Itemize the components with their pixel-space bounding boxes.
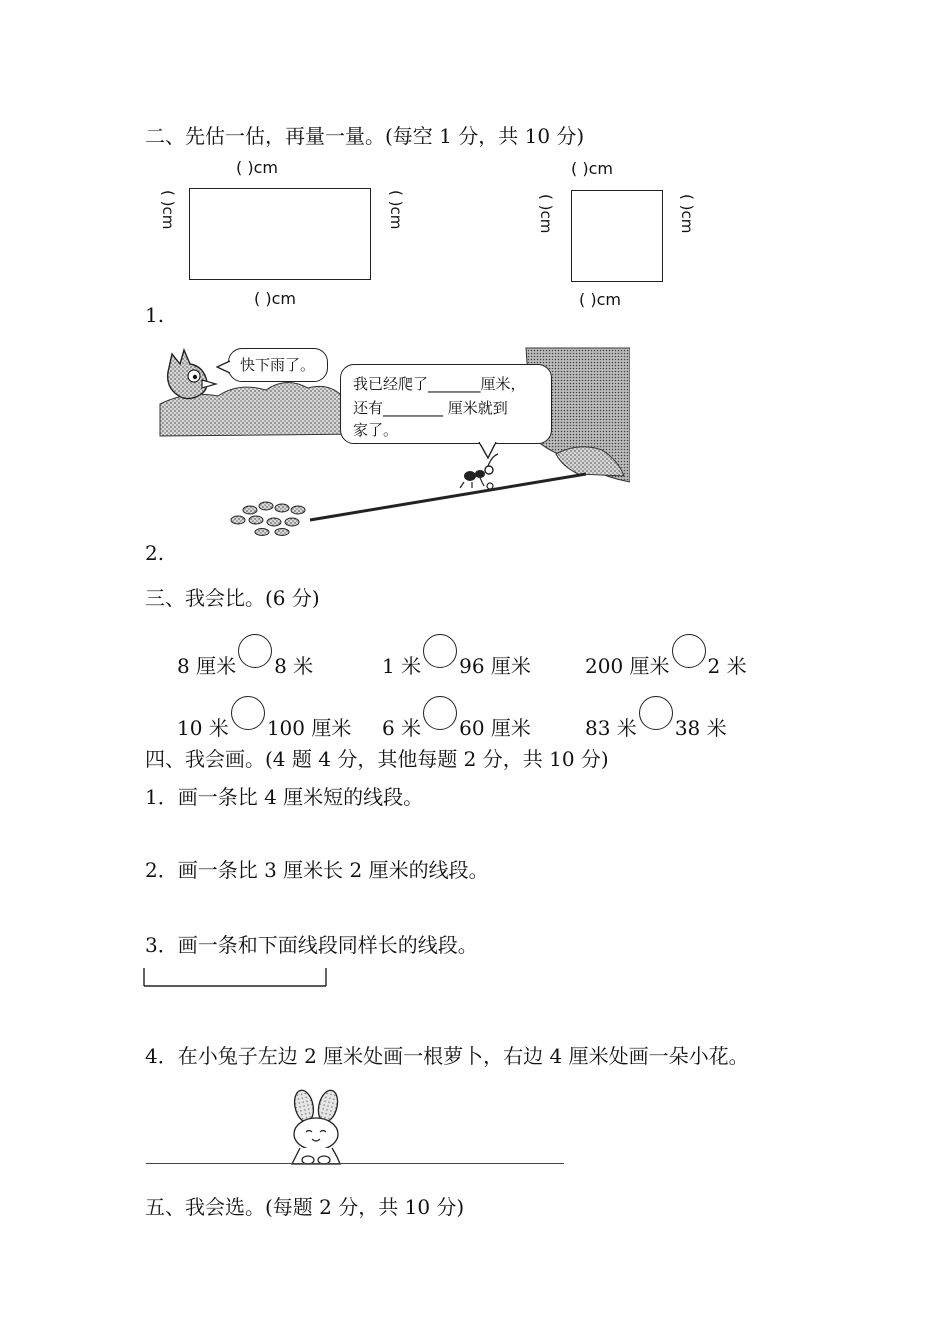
draw-question-1: 1．画一条比 4 厘米短的线段。: [145, 785, 424, 809]
square-top-blank[interactable]: ( )cm: [571, 159, 613, 178]
ant-speech-line-3: 家了。: [353, 421, 399, 439]
ant-speech-bubble: [340, 364, 552, 444]
measure-line: [310, 474, 586, 520]
ant-bubble-tail-icon: [478, 442, 498, 460]
square-shape: [571, 190, 663, 282]
compare-right: 100 厘米: [266, 716, 352, 740]
rect-top-blank[interactable]: ( )cm: [236, 158, 278, 177]
draw-question-2: 2．画一条比 3 厘米长 2 厘米的线段。: [145, 858, 489, 882]
compare-item-2: [382, 642, 531, 676]
bird-speech-text: 快下雨了。: [240, 356, 316, 374]
compare-item-4: [177, 704, 351, 738]
ground-line: [146, 1163, 564, 1164]
draw-question-4: 4．在小兔子左边 2 厘米处画一根萝卜，右边 4 厘米处画一朵小花。: [145, 1044, 749, 1068]
rect-left-blank[interactable]: ( )cm: [159, 190, 177, 230]
compare-circle[interactable]: [672, 634, 706, 668]
compare-left: 10 米: [177, 716, 229, 740]
question-1-label: 1.: [145, 303, 165, 327]
compare-left: 1 米: [382, 654, 422, 678]
food-pile-icon: [231, 502, 305, 536]
bird-bubble-tail-icon: [216, 360, 232, 374]
draw-question-3: 3．画一条和下面线段同样长的线段。: [145, 933, 478, 957]
bird-speech-bubble: [228, 348, 328, 382]
section-2-title: 二、先估一估，再量一量。(每空 1 分，共 10 分): [145, 124, 585, 148]
compare-left: 200 厘米: [585, 654, 670, 678]
reference-segment: [142, 966, 330, 990]
compare-circle[interactable]: [423, 696, 457, 730]
compare-circle[interactable]: [238, 634, 272, 668]
compare-right: 38 米: [674, 716, 727, 740]
compare-right: 96 厘米: [459, 654, 531, 678]
ant-speech-line-1: 我已经爬了_______厘米，: [353, 375, 526, 393]
compare-left: 6 米: [382, 716, 422, 740]
compare-circle[interactable]: [231, 696, 265, 730]
compare-item-5: [382, 704, 531, 738]
square-bottom-blank[interactable]: ( )cm: [579, 290, 621, 309]
compare-right: 60 厘米: [459, 716, 531, 740]
compare-item-1: [177, 642, 313, 676]
compare-item-3: [585, 642, 747, 676]
rect-bottom-blank[interactable]: ( )cm: [254, 289, 296, 308]
compare-circle[interactable]: [639, 696, 673, 730]
rectangle-shape: [189, 188, 371, 280]
compare-right: 2 米: [707, 654, 747, 678]
bird-icon: [168, 350, 216, 399]
rabbit-icon: [278, 1088, 354, 1168]
section-5-title: 五、我会选。(每题 2 分，共 10 分): [145, 1195, 465, 1219]
section-4-title: 四、我会画。(4 题 4 分，其他每题 2 分，共 10 分): [145, 747, 609, 771]
question-2-label: 2.: [145, 541, 165, 565]
compare-circle[interactable]: [423, 634, 457, 668]
rect-right-blank[interactable]: ( )cm: [387, 190, 405, 230]
compare-left: 83 米: [585, 716, 637, 740]
square-left-blank[interactable]: ( )cm: [537, 194, 555, 234]
compare-left: 8 厘米: [177, 654, 237, 678]
compare-item-6: [585, 704, 727, 738]
compare-right: 8 米: [274, 654, 314, 678]
section-3-title: 三、我会比。(6 分): [145, 586, 320, 610]
ant-speech-line-2: 还有________ 厘米就到: [353, 399, 508, 417]
square-right-blank[interactable]: ( )cm: [678, 194, 696, 234]
